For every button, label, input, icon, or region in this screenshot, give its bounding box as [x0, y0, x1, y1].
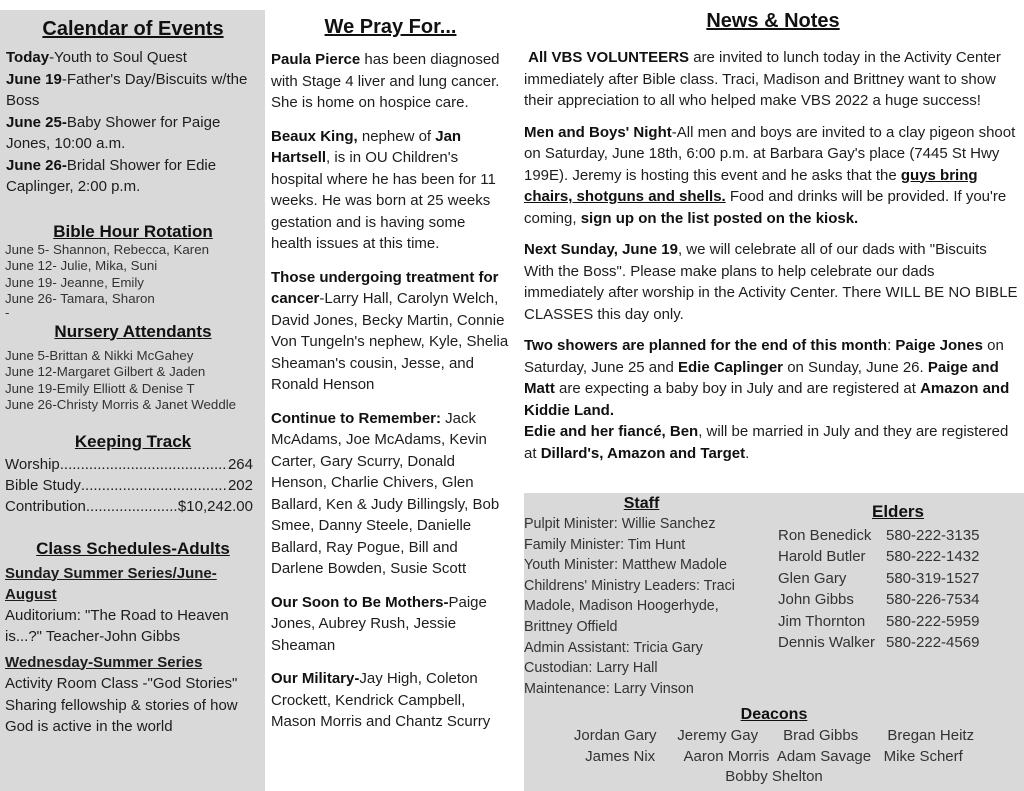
staff-line: Admin Assistant: Tricia Gary: [524, 639, 703, 656]
sunday-series-text: Auditorium: "The Road to Heaven is...?" Teacher-John Gibbs: [5, 606, 229, 645]
wednesday-series-text: Activity Room Class -"God Stories" Sharing fellowship & stories of how God is active in the world: [5, 675, 238, 735]
prayer-item: Continue to Remember: Jack McAdams, Joe McAdams, Kevin Carter, Gary Scurry, Donald Henson, Charlie Chivers, Glen Ballard, Ken & Judy Billingsly, Bob Smee, Danny Steele, Danielle Ballard, Ray Pogue, Bill and Darlene Bowden, Susie Scott: [271, 409, 500, 577]
staff-section: [524, 493, 759, 699]
list-item: June 26- Tamara, Sharon: [5, 291, 155, 306]
deacons-row: Jordan Gary Jeremy Gay Brad Gibbs Bregan Heitz: [573, 727, 975, 744]
elder-row: Harold Butler 580-222-1432: [778, 548, 980, 566]
table-row: Worship ..... 264: [5, 454, 253, 475]
deacons-section: [524, 704, 1024, 788]
prayer-item: Paula Pierce has been diagnosed with Stage 4 liver and lung cancer. She is home on hospice care.: [271, 51, 500, 111]
list-item: June 12-Margaret Gilbert & Jaden: [5, 364, 206, 379]
news-item: Two showers are planned for the end of this month: Paige Jones on Saturday, June 25 and Edie Caplinger on Sunday, June 26. Paige and Matt are expecting a baby boy in July and are registered at Amazon and Kiddie Land. Edie and her fiancé, Ben, will be married in July and they are registered at Dillard's, Amazon and Target.: [524, 337, 1010, 462]
staff-title: Staff: [623, 495, 660, 512]
elder-row: Jim Thornton 580-222-5959: [778, 612, 980, 630]
list-item: June 26-Christy Morris & Janet Weddle: [5, 397, 237, 412]
keeping-track-title: Keeping Track: [74, 431, 192, 451]
calendar-item: June 26-Bridal Shower for Edie Caplinger, 2:00 p.m.: [6, 156, 217, 195]
prayer-item: Those undergoing treatment for cancer-Larry Hall, Carolyn Welch, David Jones, Becky Martin, Connie Von Tungeln's nephew, Kyle, Shelia Sheaman's cousin, Jesse, and Ronald Henson: [271, 268, 509, 393]
staff-line: Maintenance: Larry Vinson: [524, 680, 694, 697]
news-list: [522, 47, 1024, 464]
prayer-item: Our Military-Jay High, Coleton Crockett, Kendrick Campbell, Mason Morris and Chantz Scurry: [271, 670, 491, 730]
prayer-item: Beaux King, nephew of Jan Hartsell, is in OU Children's hospital where he has been for 11 weeks. He was born at 25 weeks gestation and is having some health issues at this time.: [271, 127, 496, 252]
elder-row: Dennis Walker 580-222-4569: [778, 634, 980, 652]
deacons-title: Deacons: [740, 706, 808, 723]
list-item: June 12- Julie, Mika, Suni: [5, 258, 158, 273]
staff-panel: [524, 493, 1024, 791]
news-title: News & Notes: [706, 10, 840, 32]
classes-title: Class Schedules-Adults: [36, 538, 230, 558]
calendar-list: [5, 47, 261, 198]
nursery-list: [5, 348, 261, 414]
prayer-item: Our Soon to Be Mothers-Paige Jones, Aubrey Rush, Jessie Sheaman: [271, 593, 487, 654]
elder-row: John Gibbs 580-226-7534: [778, 591, 980, 609]
bible-hour-title: Bible Hour Rotation: [53, 221, 213, 241]
elders-section: [778, 501, 1018, 653]
table-row: Contribution ..... $10,242.00: [5, 496, 253, 517]
calendar-item: Today-Youth to Soul Quest: [6, 49, 187, 66]
list-item: -: [5, 304, 10, 320]
deacons-row: James Nix Aaron Morris Adam Savage Mike Scherf: [585, 747, 963, 765]
elder-row: Ron Benedick 580-222-3135: [778, 527, 980, 544]
sunday-series-heading: Sunday Summer Series/June-August: [5, 564, 217, 603]
elder-row: Glen Gary 580-319-1527: [778, 569, 980, 587]
calendar-item: June 25-Baby Shower for Paige Jones, 10:00 a.m.: [6, 113, 221, 152]
list-item: June 5-Brittan & Nikki McGahey: [5, 347, 194, 363]
staff-line: Youth Minister: Matthew Madole: [524, 557, 727, 574]
left-column: [0, 10, 265, 791]
wednesday-series-heading: Wednesday-Summer Series: [5, 653, 203, 671]
calendar-title: Calendar of Events: [42, 18, 224, 40]
middle-column: [265, 10, 510, 791]
news-item: Next Sunday, June 19, we will celebrate all of our dads with "Biscuits With the Boss". Please make plans to help celebrate our dads immediately after worship in the Activity Center. There WILL BE NO BIBLE CLASSES this day only.: [524, 241, 1018, 323]
news-item: Men and Boys' Night-All men and boys are invited to a clay pigeon shoot on Saturday, June 18th, 6:00 p.m. at Barbara Gay's place (7445 St Hwy 199E). Jeremy is hosting this event and he asks that the guys bring chairs, shotguns and shells. Food and drinks will be provided. If you're coming, sign up on the list posted on the kiosk.: [524, 123, 1016, 227]
list-item: June 19-Emily Elliott & Denise T: [5, 380, 195, 396]
list-item: June 5- Shannon, Rebecca, Karen: [5, 241, 210, 257]
nursery-title: Nursery Attendants: [54, 321, 212, 341]
keeping-track-table: [5, 454, 261, 517]
elders-title: Elders: [872, 502, 924, 521]
news-item: All VBS VOLUNTEERS are invited to lunch today in the Activity Center immediately after Bible class. Traci, Madison and Brittney want to show their appreciation to all who helped make VBS 2022 a huge success!: [524, 49, 1001, 109]
deacons-row: Bobby Shelton: [725, 768, 823, 785]
staff-line: Custodian: Larry Hall: [524, 660, 658, 677]
calendar-item: June 19-Father's Day/Biscuits w/the Boss: [6, 70, 248, 109]
staff-line: Family Minister: Tim Hunt: [524, 536, 686, 553]
right-column: [522, 0, 1024, 791]
table-row: Bible Study ..... 202: [5, 475, 253, 496]
bible-hour-list: [5, 242, 261, 318]
staff-line: Childrens' Ministry Leaders: Traci Madole, Madison Hoogerhyde, Brittney Offield: [524, 577, 735, 635]
pray-title: We Pray For...: [324, 16, 457, 38]
list-item: June 19- Jeanne, Emily: [5, 274, 144, 290]
staff-line: Pulpit Minister: Willie Sanchez: [524, 516, 716, 532]
